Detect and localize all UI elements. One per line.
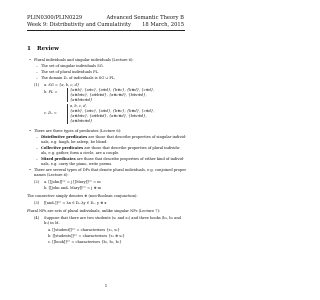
section-heading xyxy=(27,46,59,52)
example-1b-label: b. PL = xyxy=(44,90,58,94)
set-row: {a⊕b⊕c⊕d} xyxy=(70,119,93,123)
sub-item: The set of plural individuals PL. xyxy=(41,70,100,74)
bullet-icon: • xyxy=(29,58,32,62)
bullet-text: There are several types of DPs that denote plural individuals, e.g. conjoined proper xyxy=(34,168,187,172)
page-number: 1 xyxy=(104,283,108,288)
example-4c: c. [[book]]ᵃʷ = characterises {b₁, b₂, b₃} xyxy=(48,240,122,244)
dash-icon: – xyxy=(36,135,38,139)
example-3: [[andₑ]]ᵃʷ = λx ∈ Dₑ.λy ∈ Dₑ. y ⊕ x xyxy=(44,201,107,205)
term: Collective predicates xyxy=(41,146,84,150)
paragraph: The connective simply denotes ⊕ (non-Boolean conjunction): xyxy=(27,194,138,198)
example-4a: a. [[student]]ᵃʷ = characterises {s₁, s₂} xyxy=(48,228,120,232)
bullet-icon: • xyxy=(29,168,32,172)
set-row: {a⊕b⊕c}, {a⊕b⊕d}, {a⊕c⊕d}, {b⊕c⊕d}, xyxy=(70,114,147,118)
example-label: (3) xyxy=(34,201,40,205)
bullet-text: Plural individuals and singular individuals (Lecture 6): xyxy=(34,58,134,62)
sub-item-continued: uals, e.g. carry the piano, write poems. xyxy=(41,162,113,166)
set-row: {a⊕b⊕c⊕d} xyxy=(70,98,93,102)
paragraph: Plural NPs are sets of plural individuals, unlike singular NPs (Lecture 7): xyxy=(27,209,161,213)
section-number: 1 xyxy=(27,46,31,52)
set-row: {a⊕b⊕c}, {a⊕b⊕d}, {a⊕c⊕d}, {b⊕c⊕d}, xyxy=(70,93,147,97)
example-1a: a. SG = {a, b, c, d} xyxy=(44,83,80,87)
example-label: (2) xyxy=(34,180,40,184)
term: Mixed predicates xyxy=(41,157,76,161)
example-label: (1) xyxy=(34,83,40,87)
sub-item-continued: als, e.g. gather, form a circle, are a couple. xyxy=(41,151,120,155)
week-title: Week 9: Distributivity and Cumulativity xyxy=(27,22,131,28)
example-4-intro-continued: b₃) in M. xyxy=(44,221,60,225)
dash-icon: – xyxy=(36,76,38,80)
term-definition: are those that describe properties of singular individ- xyxy=(87,135,187,139)
bullet-text: There are three types of predicates (Lecture 6): xyxy=(34,129,122,133)
set-row: {a⊕b}, {a⊕c}, {a⊕d}, {b⊕c}, {b⊕d}, {c⊕d}, xyxy=(70,88,155,92)
brace-icon xyxy=(67,104,68,124)
bullet-icon: • xyxy=(29,129,32,133)
dash-icon: – xyxy=(36,157,38,161)
term: Distributive predicates xyxy=(41,135,88,139)
bullet-text-continued: names (Lecture 6): xyxy=(34,173,69,177)
sub-item xyxy=(41,146,180,150)
sub-item: The set of singular individuals SG. xyxy=(41,64,104,68)
example-4-intro: Suppose that there are two students (s₁ and s₂) and three books (b₁, b₂ and xyxy=(44,216,181,220)
dash-icon: – xyxy=(36,64,38,68)
sub-item xyxy=(41,157,184,161)
dash-icon: – xyxy=(36,70,38,74)
term-definition: are those that describe properties of either kind of individ- xyxy=(75,157,185,161)
example-4b: b. [[students]]ᵃʷ = characterises {s₁ ⊕ s₂} xyxy=(48,234,125,238)
term-definition: are those that describe properties of plural individu- xyxy=(83,146,181,150)
dash-icon: – xyxy=(36,146,38,150)
sub-item xyxy=(41,135,186,139)
course-topic: Advanced Semantic Theory B xyxy=(106,15,184,21)
sub-item-continued: uals, e.g. laugh, be asleep, be blond. xyxy=(41,140,108,144)
course-code: PLIN0300/PLIN0229 xyxy=(27,15,83,21)
example-label: (4) xyxy=(34,216,40,220)
set-row: {a⊕b}, {a⊕c}, {a⊕d}, {b⊕c}, {b⊕d}, {c⊕d}, xyxy=(70,109,155,113)
example-2b: b. [[John andₑ Mary]]ᵃʷ = j ⊕ m xyxy=(44,186,102,190)
example-2a: a. [[John]]ᵃʷ = j [[Mary]]ᵃʷ = m xyxy=(44,180,101,184)
header-rule xyxy=(27,30,185,31)
lecture-date: 18 March, 2015 xyxy=(142,22,184,28)
set-row: a, b, c, d, xyxy=(70,104,87,108)
section-title: Review xyxy=(37,46,59,52)
sub-item: The domain Dₑ of individuals is SG ∪ PL. xyxy=(41,76,116,80)
brace-icon xyxy=(67,88,68,102)
example-1c-label: c. Dₑ = xyxy=(44,111,57,115)
